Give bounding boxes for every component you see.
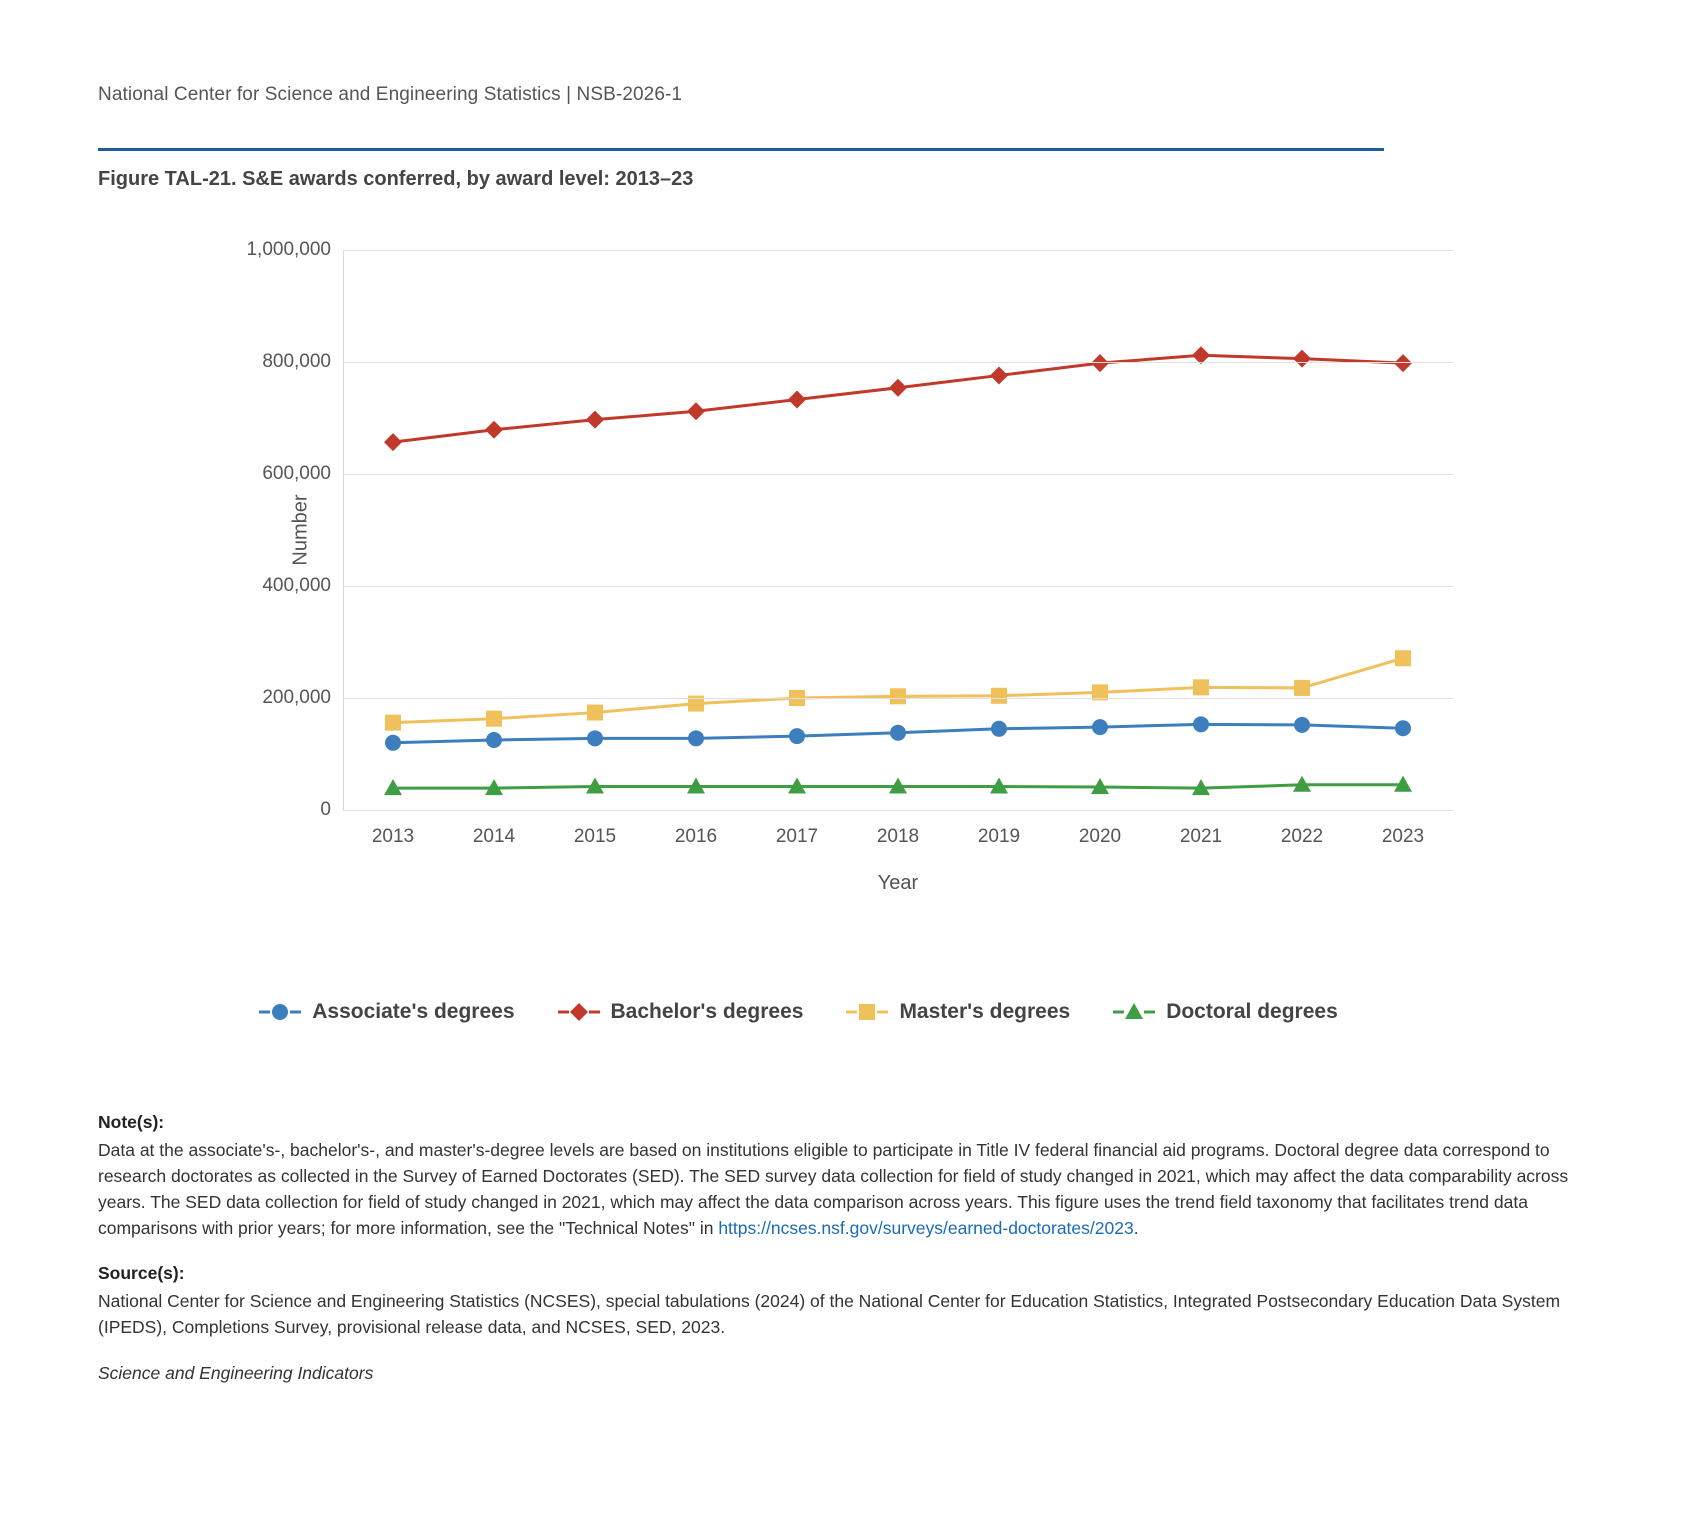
y-axis-tick-label: 1,000,000 [246, 239, 331, 260]
y-axis-tick-label: 0 [320, 799, 331, 820]
technical-notes-link[interactable]: https://ncses.nsf.gov/surveys/earned-doctorates/2023 [718, 1217, 1134, 1238]
legend-item[interactable] [1112, 1000, 1338, 1024]
series-marker [486, 732, 502, 748]
series-marker [587, 730, 603, 746]
source-heading: Source(s): [98, 1263, 185, 1284]
legend-marker-icon [1112, 1001, 1156, 1023]
publication-name: Science and Engineering Indicators [98, 1363, 374, 1384]
series-marker [1294, 717, 1310, 733]
figure-notes [98, 1110, 1578, 1407]
series-marker [990, 366, 1008, 384]
series-marker [384, 433, 402, 451]
grid-line [343, 362, 1453, 363]
source-body: National Center for Science and Engineering Statistics (NCSES), special tabulations (2024) of the National Center for Education Statistics, Integrated Postsecondary Education Data System (IPEDS), Completions Survey, provisional release data, and NCSES, SED, 2023. [98, 1291, 1561, 1338]
series-marker [385, 715, 401, 731]
legend-marker-icon [258, 1001, 302, 1023]
grid-line [343, 810, 1453, 811]
series-marker [1395, 720, 1411, 736]
series-marker [890, 725, 906, 741]
series-marker [1193, 679, 1209, 695]
x-axis-tick-label: 2022 [1280, 826, 1324, 847]
series-marker [1092, 719, 1108, 735]
series-marker [385, 735, 401, 751]
x-axis-tick-label: 2019 [977, 826, 1021, 847]
series-marker [789, 728, 805, 744]
series-marker [1193, 716, 1209, 732]
grid-line [343, 474, 1453, 475]
series-marker [889, 379, 907, 397]
legend-label: Doctoral degrees [1166, 1000, 1338, 1023]
series-marker [586, 411, 604, 429]
x-axis-tick-label: 2020 [1078, 826, 1122, 847]
x-axis-tick-label: 2016 [674, 826, 718, 847]
x-axis-tick-label: 2018 [876, 826, 920, 847]
y-axis-tick-label: 200,000 [262, 687, 331, 708]
x-axis-tick-label: 2017 [775, 826, 819, 847]
series-marker [890, 688, 906, 704]
header-divider [98, 148, 1384, 151]
report-id: NSB-2026-1 [576, 84, 683, 105]
notes-text-tail: . [1133, 1217, 1139, 1238]
series-marker [687, 402, 705, 420]
grid-line [343, 586, 1453, 587]
series-marker [1395, 650, 1411, 666]
legend-label: Associate's degrees [312, 1000, 515, 1023]
legend-marker-icon [557, 1001, 601, 1023]
legend-item[interactable] [557, 1000, 804, 1024]
series-marker [1091, 354, 1109, 372]
series-marker [991, 688, 1007, 704]
x-axis-tick-label: 2015 [573, 826, 617, 847]
legend-item[interactable] [258, 1000, 514, 1024]
agency-name: National Center for Science and Engineering Statistics [98, 84, 561, 105]
y-axis-label: Number [289, 494, 312, 566]
notes-body [98, 1138, 1578, 1242]
y-axis-tick-label: 600,000 [262, 463, 331, 484]
x-axis-tick-label: 2013 [371, 826, 415, 847]
grid-line [343, 698, 1453, 699]
series-marker [991, 721, 1007, 737]
chart-series-svg [343, 250, 1453, 810]
x-axis-tick-label: 2023 [1381, 826, 1425, 847]
series-marker [788, 391, 806, 409]
series-marker [1394, 354, 1412, 372]
series-marker [688, 730, 704, 746]
figure-title: Figure TAL-21. S&E awards conferred, by award level: 2013–23 [98, 168, 694, 190]
y-axis-tick-label: 400,000 [262, 575, 331, 596]
series-marker [486, 711, 502, 727]
x-axis-tick-label: 2021 [1179, 826, 1223, 847]
legend-marker-icon [845, 1001, 889, 1023]
series-line [393, 355, 1403, 442]
series-marker [1294, 680, 1310, 696]
series-marker [1293, 350, 1311, 368]
legend-item[interactable] [845, 1000, 1070, 1024]
x-axis-label: Year [877, 872, 919, 894]
x-axis-tick-label: 2014 [472, 826, 516, 847]
report-header [98, 84, 1398, 106]
notes-heading: Note(s): [98, 1112, 165, 1132]
y-axis-tick-label: 800,000 [262, 351, 331, 372]
header-separator: | [566, 84, 572, 105]
chart-plot-area [246, 239, 1453, 894]
legend-label: Master's degrees [899, 1000, 1071, 1023]
chart-container [98, 220, 1498, 980]
chart-legend [98, 1000, 1498, 1024]
legend-label: Bachelor's degrees [610, 1000, 804, 1023]
grid-line [343, 250, 1453, 251]
series-marker [587, 705, 603, 721]
notes-text: Data at the associate's-, bachelor's-, and master's-degree levels are based on institutions eligible to participate in Title IV federal financial aid programs. Doctoral degree data correspond to research doctorates as collected in the Survey of Earned Doctorates (SED). The SED survey data collection for field of study changed in 2021, which may affect the data comparability across years. The SED data collection for field of study changed in 2021, which may affect the data comparison across years. This figure uses the trend field taxonomy that facilitates trend data comparisons with prior years; for more information, see the "Technical Notes" in [98, 1139, 1569, 1238]
series-marker [485, 421, 503, 439]
